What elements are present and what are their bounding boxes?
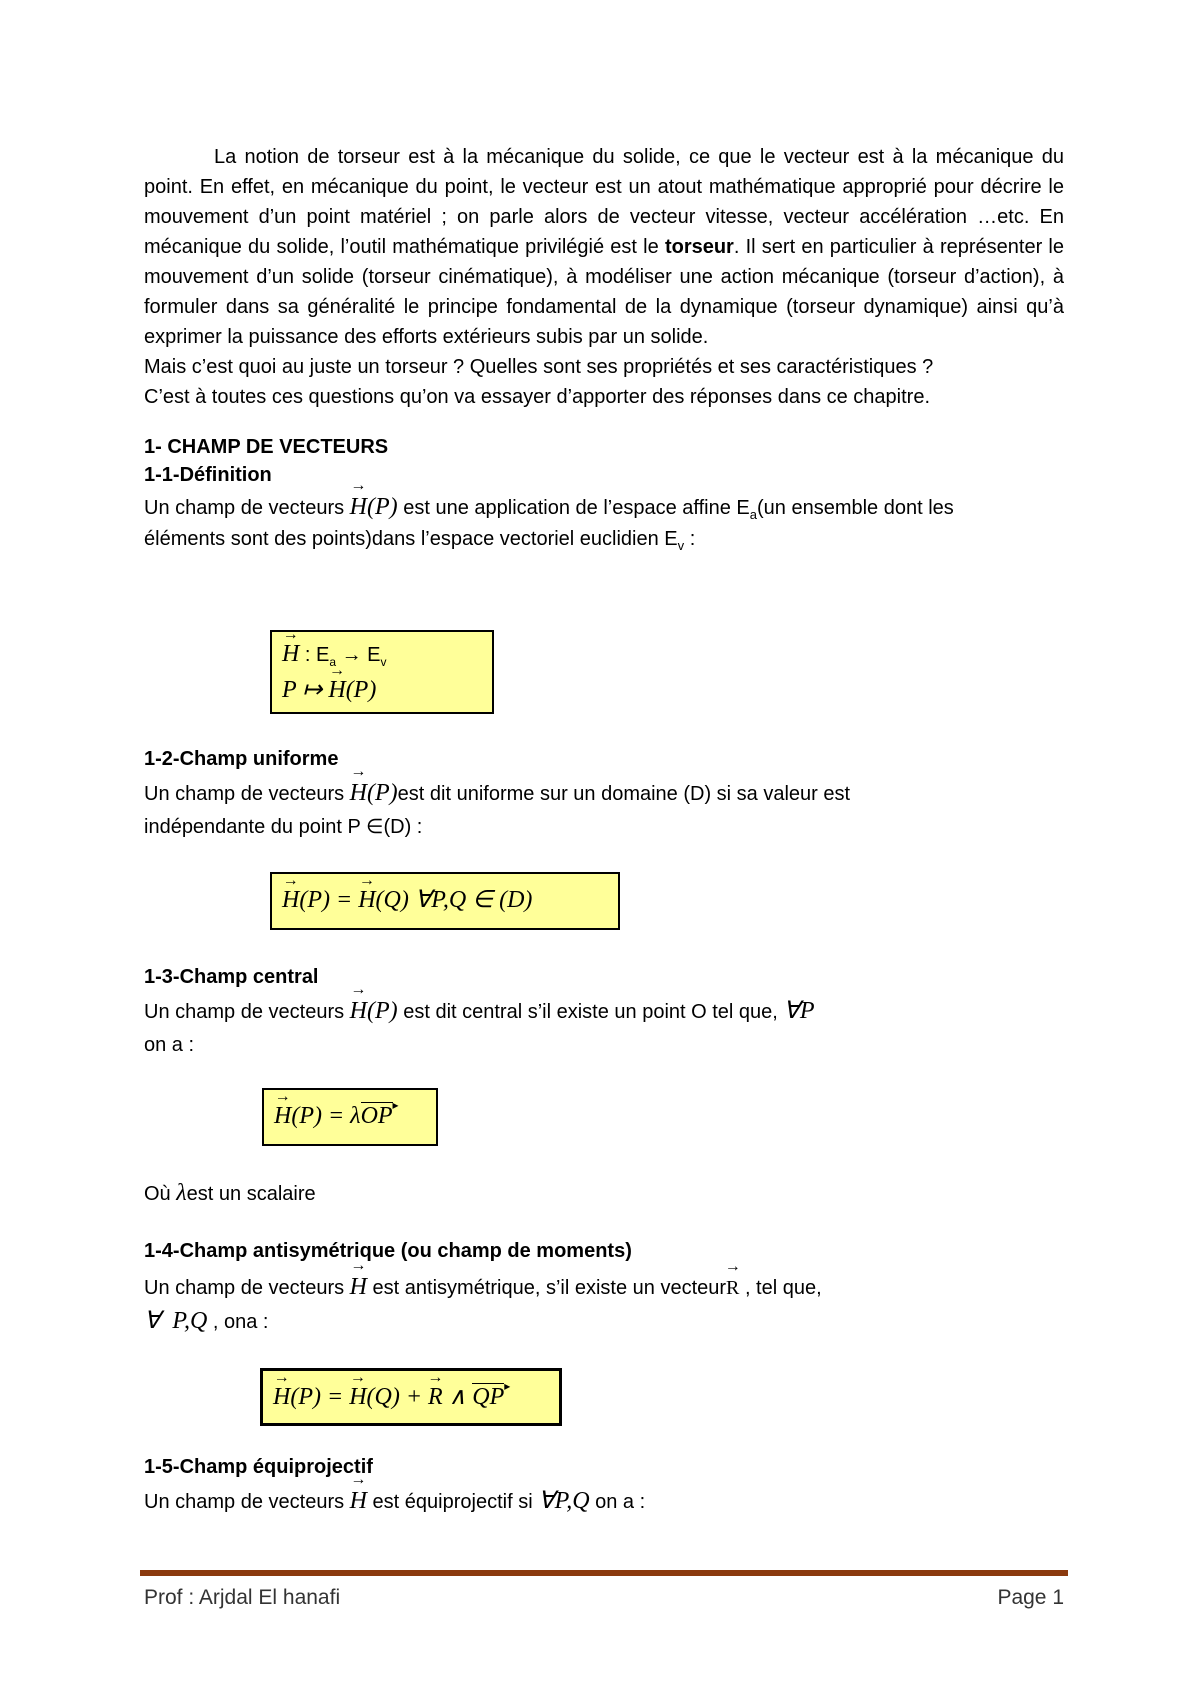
- formula-box-uniform: → H(P) = → H(Q) ∀P,Q ∈ (D): [270, 872, 620, 930]
- section-title: 1- CHAMP DE VECTEURS: [144, 436, 389, 458]
- footer-divider: [140, 1570, 1068, 1576]
- bold-term: torseur: [664, 236, 734, 258]
- formula-H-of-P: → H(P): [350, 494, 398, 520]
- intro-question: Mais c’est quoi au juste un torseur ? Quelles sont ses propriétés et ses caractéristiques ?: [144, 356, 934, 378]
- uniform-line-2: indépendante du point P ∈(D) :: [144, 816, 423, 838]
- intro-paragraph: La notion de torseur est à la mécanique du solide, ce que le vecteur est à la mécanique du point. En effet, en mécanique du point, le vecteur est un atout mathématique approprié pour décrire le mouvement d’un point matériel ; on parle alors de vecteur vitesse, vecteur accélération …etc. En mécanique du solide, l’outil mathématique privilégié est le torseur. Il sert en particulier à représenter le mouvement d’un solide (torseur cinématique), à modéliser une action mécanique (torseur d’action), à formuler dans sa généralité le principe fondamental de la dynamique (torseur dynamique) ainsi qu’à exprimer la puissance des efforts extérieurs subis par un solide.: [144, 146, 1065, 348]
- equiprojective-line-1: Un champ de vecteurs → H est équiprojectif si ∀P,Q on a :: [144, 1486, 1064, 1517]
- formula-box-mapping: → H : $E_a \to E_v$ P ↦ → H(P): [270, 630, 494, 714]
- subsection-title-equiprojective: 1-5-Champ équiprojectif: [144, 1456, 373, 1478]
- subsection-title-central: 1-3-Champ central: [144, 966, 319, 988]
- intro-closing: C’est à toutes ces questions qu’on va essayer d’apporter des réponses dans ce chapitre.: [144, 386, 931, 408]
- definition-line-2: éléments sont des points)dans l’espace vectoriel euclidien $E_v$ :: [144, 528, 696, 553]
- antisymmetric-line-2: ∀ P,Q , ona :: [144, 1308, 269, 1334]
- uniform-line-1: Un champ de vecteurs → H(P)est dit uniforme sur un domaine (D) si sa valeur est: [144, 778, 1064, 809]
- antisymmetric-line-1: Un champ de vecteurs → H est antisymétrique, s’il existe un vecteur→ R , tel que,: [144, 1272, 1064, 1303]
- subsection-title-definition: 1-1-Définition: [144, 464, 272, 486]
- footer-author: Prof : Arjdal El hanafi: [144, 1586, 341, 1609]
- lambda-note: Où λest un scalaire: [144, 1180, 316, 1206]
- footer-page-number: Page 1: [997, 1586, 1064, 1609]
- formula-box-antisymmetric: → H(P) = → H(Q) + → R ∧ QP ▸: [260, 1368, 562, 1426]
- intro-text: [144, 142, 1064, 412]
- subsection-title-antisymmetric: 1-4-Champ antisymétrique (ou champ de moments): [144, 1240, 632, 1262]
- definition-line-1: Un champ de vecteurs → H(P) est une application de l’espace affine $E_a(un$ ensemble dont les: [144, 492, 1064, 530]
- subsection-title-uniform: 1-2-Champ uniforme: [144, 748, 339, 770]
- central-line-2: on a :: [144, 1034, 195, 1056]
- central-line-1: Un champ de vecteurs → H(P) est dit central s’il existe un point O tel que, ∀P: [144, 996, 1064, 1027]
- formula-box-central: → H(P) = λOP ▸: [262, 1088, 438, 1146]
